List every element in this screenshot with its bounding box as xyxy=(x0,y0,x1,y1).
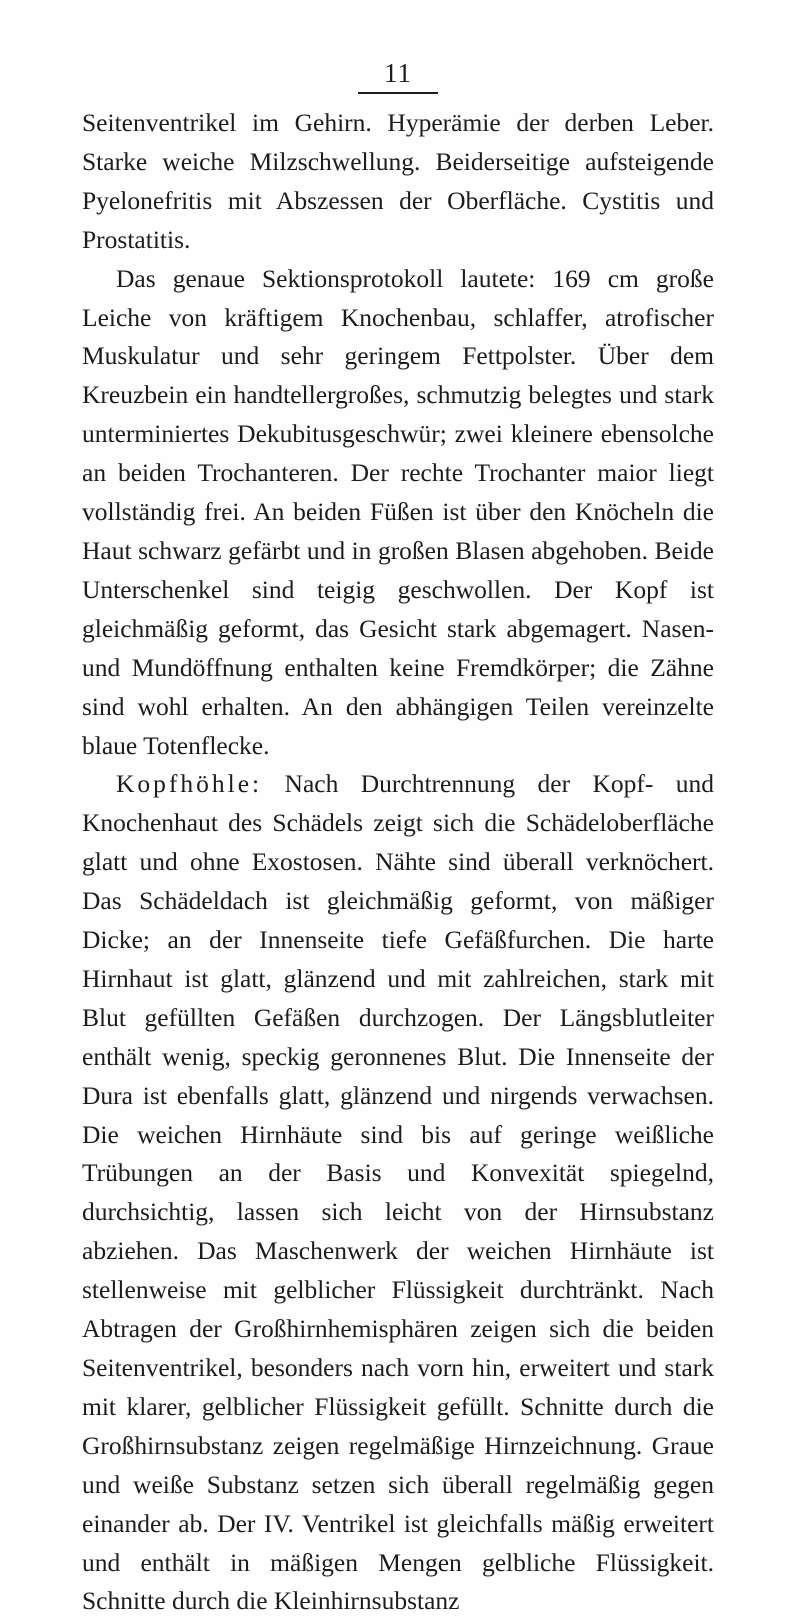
paragraph-1 xyxy=(82,104,714,260)
page-number-header xyxy=(358,58,438,88)
page-number: 11 xyxy=(384,58,412,88)
page-number-underline xyxy=(358,92,438,94)
paragraph-3 xyxy=(82,765,714,1621)
paragraph-2 xyxy=(82,260,714,766)
paragraph-1-text: Seitenventrikel im Gehirn. Hyperämie der derben Leber. Starke weiche Milzschwellung. Beiderseitige aufsteigende Pyelonefritis mit Abszessen der Oberfläche. Cystitis und Prostatitis. xyxy=(82,108,714,254)
body-text xyxy=(82,104,714,1621)
paragraph-3-text: Nach Durchtrennung der Kopf- und Knochenhaut des Schädels zeigt sich die Schädeloberfläche glatt und ohne Exostosen. Nähte sind überall verknöchert. Das Schädeldach ist gleichmäßig geformt, von mäßiger Dicke; an der Innenseite tiefe Gefäßfurchen. Die harte Hirnhaut ist glatt, glänzend und mit zahlreichen, stark mit Blut gefüllten Gefäßen durchzogen. Der Längsblutleiter enthält wenig, speckig geronnenes Blut. Die Innenseite der Dura ist ebenfalls glatt, glänzend und nirgends verwachsen. Die weichen Hirnhäute sind bis auf geringe weißliche Trübungen an der Basis und Konvexität spiegelnd, durchsichtig, lassen sich leicht von der Hirnsubstanz abziehen. Das Maschenwerk der weichen Hirnhäute ist stellenweise mit gelblicher Flüssigkeit durchtränkt. Nach Abtragen der Großhirnhemisphären zeigen sich die beiden Seitenventrikel, besonders nach vorn hin, erweitert und stark mit klarer, gelblicher Flüssigkeit gefüllt. Schnitte durch die Großhirnsubstanz zeigen regelmäßige Hirnzeichnung. Graue und weiße Substanz setzen sich überall regelmäßig gegen einander ab. Der IV. Ventrikel ist gleichfalls mäßig erweitert und enthält in mäßigen Mengen gelbliche Flüssigkeit. Schnitte durch die Kleinhirnsubstanz xyxy=(82,769,714,1616)
section-heading-kopfhoehle: Kopfhöhle: xyxy=(116,769,263,799)
paragraph-2-text: Das genaue Sektionsprotokoll lautete: 169 cm große Leiche von kräftigem Knochenbau, schlaffer, atrofischer Muskulatur und sehr geringem Fettpolster. Über dem Kreuzbein ein handtellergroßes, schmutzig belegtes und stark unterminiertes Dekubitusgeschwür; zwei kleinere ebensolche an beiden Trochanteren. Der rechte Trochanter maior liegt vollständig frei. An beiden Füßen ist über den Knöcheln die Haut schwarz gefärbt und in großen Blasen abgehoben. Beide Unterschenkel sind teigig geschwollen. Der Kopf ist gleichmäßig geformt, das Gesicht stark abgemagert. Nasen- und Mundöffnung enthalten keine Fremdkörper; die Zähne sind wohl erhalten. An den abhängigen Teilen vereinzelte blaue Totenflecke. xyxy=(82,263,714,760)
